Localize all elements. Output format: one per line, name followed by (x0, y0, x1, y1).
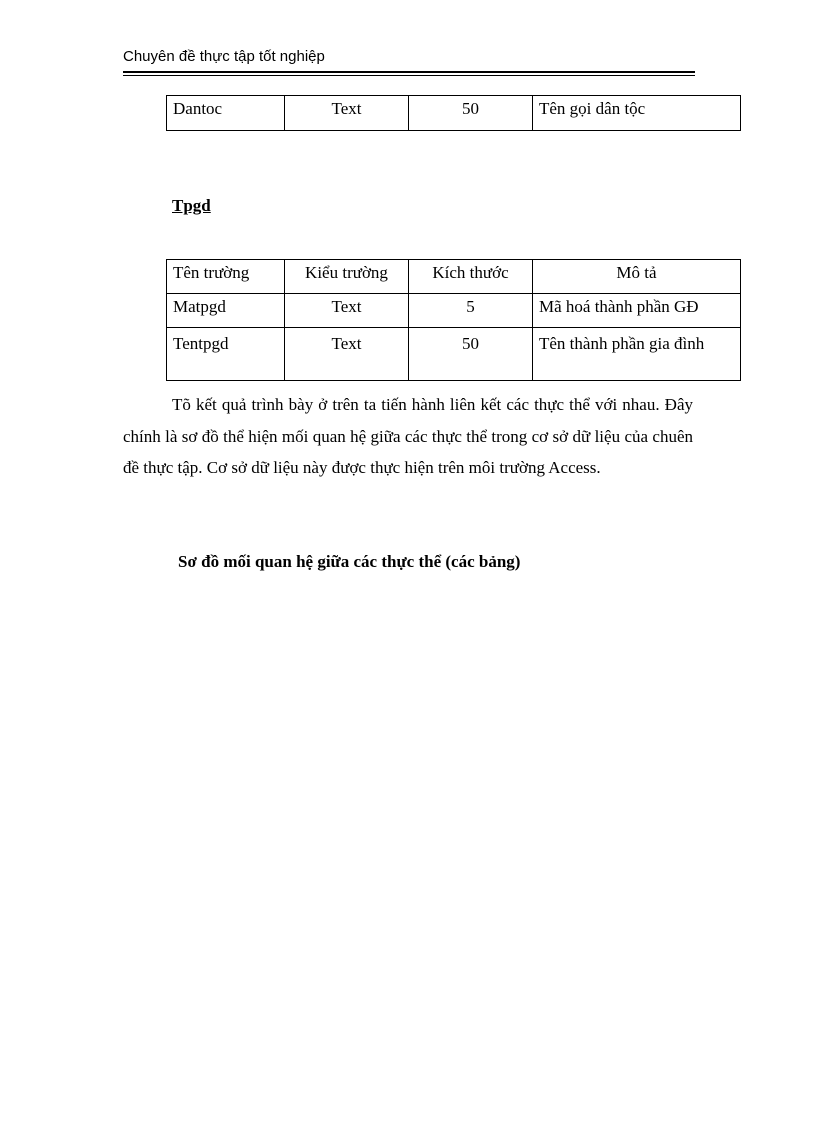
header-cell: Tên trường (167, 260, 285, 294)
diagram-title: Sơ đồ mối quan hệ giữa các thực thể (các bảng) (178, 552, 521, 571)
table-row (167, 96, 741, 131)
header-cell: Kích thước (409, 260, 533, 294)
field-desc-cell: Tên thành phần gia đình (533, 328, 741, 381)
field-size-cell: 5 (409, 294, 533, 328)
tpgd-field-table (166, 259, 741, 381)
field-type-cell: Text (285, 96, 409, 131)
field-type-cell: Text (285, 328, 409, 381)
field-size-cell: 50 (409, 328, 533, 381)
field-desc-cell: Tên gọi dân tộc (533, 96, 741, 131)
table-row (167, 294, 741, 328)
section-title: Tpgd (172, 196, 211, 215)
page-header: Chuyên đề thực tập tốt nghiệp (123, 48, 325, 65)
header-cell: Kiểu trường (285, 260, 409, 294)
header-cell: Mô tả (533, 260, 741, 294)
body-paragraph: Tõ kết quả trình bày ở trên ta tiến hành liên kết các thực thể với nhau. Đây chính là sơ đồ thể hiện mối quan hệ giữa các thực thể trong cơ sở dữ liệu của chuên đề thực tập. Cơ sở dữ liệu này được thực hiện trên môi trường Access. (123, 395, 693, 477)
table-header-row (167, 260, 741, 294)
header-rule-thick (123, 71, 695, 73)
field-size-cell: 50 (409, 96, 533, 131)
field-name-cell: Tentpgd (167, 328, 285, 381)
dantoc-field-table (166, 95, 741, 131)
field-name-cell: Matpgd (167, 294, 285, 328)
field-name-cell: Dantoc (167, 96, 285, 131)
table-row (167, 328, 741, 381)
field-type-cell: Text (285, 294, 409, 328)
field-desc-cell: Mã hoá thành phần GĐ (533, 294, 741, 328)
header-rule-thin (123, 75, 695, 76)
